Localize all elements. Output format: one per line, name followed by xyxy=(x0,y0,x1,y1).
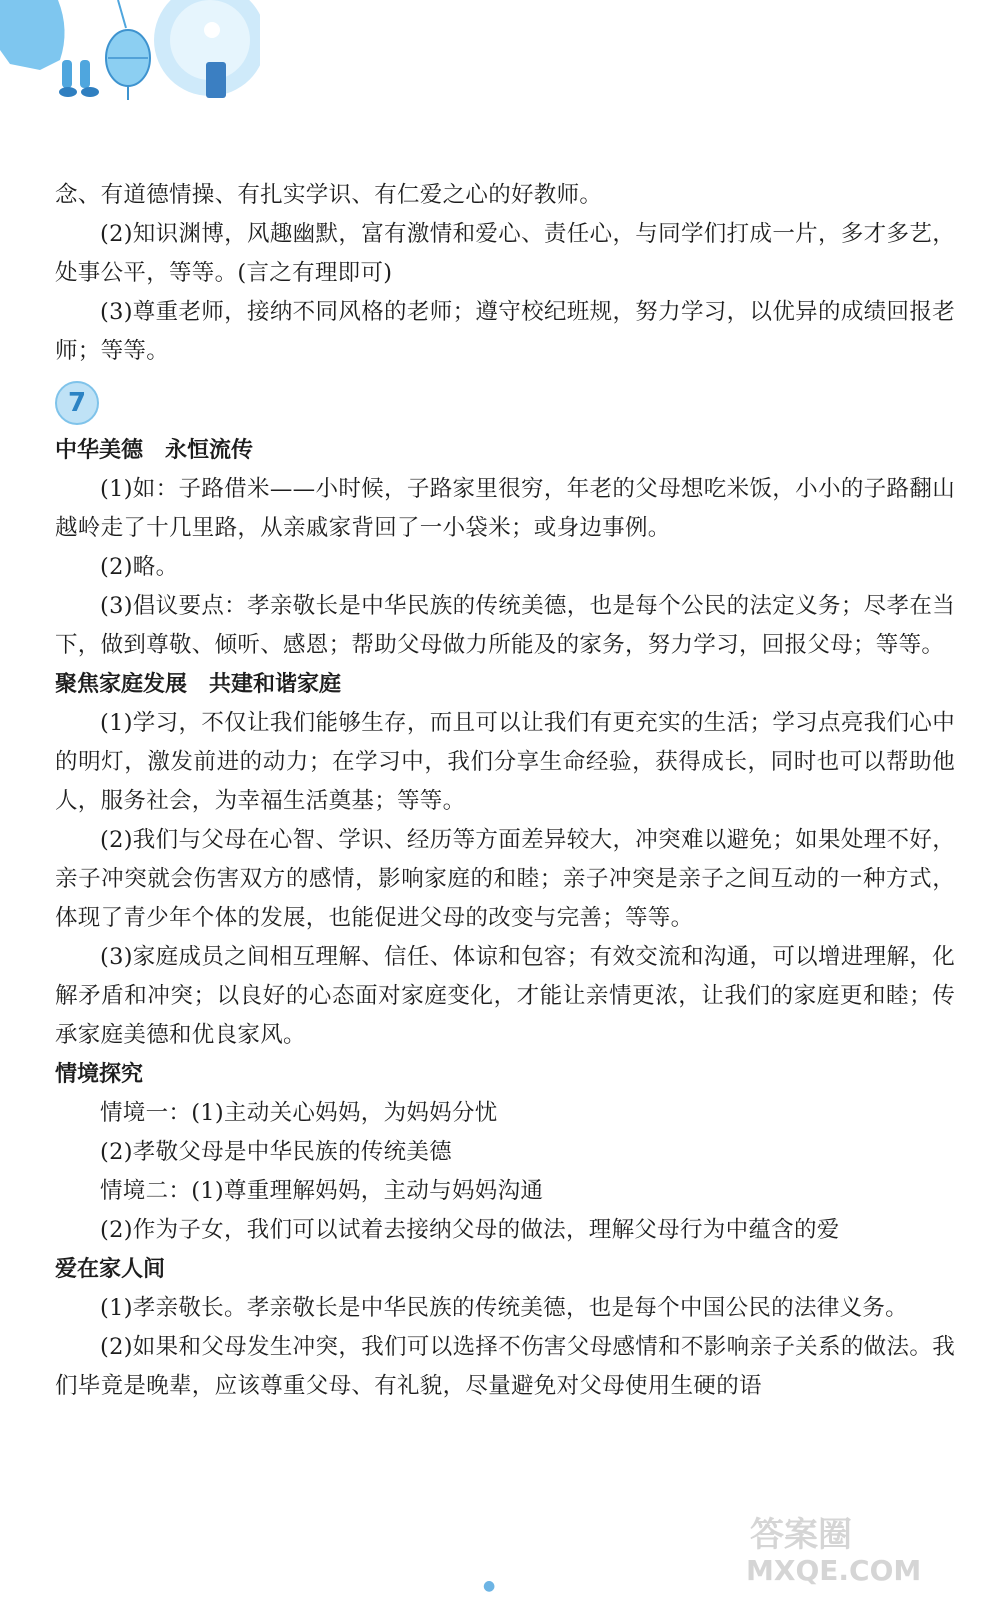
section-heading: 情境探究 xyxy=(55,1062,144,1087)
paragraph: (2)作为子女，我们可以试着去接纳父母的做法，理解父母行为中蕴含的爱 xyxy=(100,1217,840,1243)
paragraph: 情境一：(1)主动关心妈妈，为妈妈分忧 xyxy=(100,1100,498,1126)
header-illustration xyxy=(0,0,260,120)
paragraph: 情境二：(1)尊重理解妈妈，主动与妈妈沟通 xyxy=(100,1178,544,1204)
paragraph: (2)略。 xyxy=(100,554,179,580)
paragraph: (1)如：子路借米——小时候，子路家里很穷，年老的父母想吃米饭，小小的子路翻山越岭走了十几里路，从亲戚家背回了一小袋米；或身边事例。 xyxy=(55,476,955,541)
watermark-title: 答案圈 xyxy=(750,1515,852,1555)
paragraph: (2)我们与父母在心智、学识、经历等方面差异较大，冲突难以避免；如果处理不好，亲子冲突就会伤害双方的感情，影响家庭的和睦；亲子冲突是亲子之间互动的一种方式，体现了青少年个体的发展，也能促进父母的改变与完善；等等。 xyxy=(55,827,955,931)
paragraph: (2)知识渊博，风趣幽默，富有激情和爱心、责任心，与同学们打成一片，多才多艺，处事公平，等等。(言之有理即可) xyxy=(55,221,955,286)
paragraph: (2)孝敬父母是中华民族的传统美德 xyxy=(100,1139,452,1165)
paragraph: (2)如果和父母发生冲突，我们可以选择不伤害父母感情和不影响亲子关系的做法。我们毕竟是晚辈，应该尊重父母、有礼貌，尽量避免对父母使用生硬的语 xyxy=(55,1334,955,1399)
child-figure xyxy=(0,0,65,70)
lesson-number-badge: 7 xyxy=(55,381,99,425)
section-heading: 中华美德 永恒流传 xyxy=(55,438,254,463)
paragraph: 念、有道德情操、有扎实学识、有仁爱之心的好教师。 xyxy=(55,182,603,208)
paragraph: (1)学习，不仅让我们能够生存，而且可以让我们有更充实的生活；学习点亮我们心中的明灯，激发前进的动力；在学习中，我们分享生命经验，获得成长，同时也可以帮助他人，服务社会，为幸福生活奠基；等等。 xyxy=(55,710,955,814)
watermark-url: MXQE.COM xyxy=(746,1554,922,1586)
paragraph: (3)家庭成员之间相互理解、信任、体谅和包容；有效交流和沟通，可以增进理解，化解矛盾和冲突；以良好的心态面对家庭变化，才能让亲情更浓，让我们的家庭更和睦；传承家庭美德和优良家风。 xyxy=(55,944,955,1048)
flower-icon xyxy=(204,22,220,38)
paragraph: (3)尊重老师，接纳不同风格的老师；遵守校纪班规，努力学习，以优异的成绩回报老师；等等。 xyxy=(55,299,955,364)
page-dot-icon: ● xyxy=(483,1578,496,1594)
paragraph: (1)孝亲敬长。孝亲敬长是中华民族的传统美德，也是每个中国公民的法律义务。 xyxy=(100,1295,908,1321)
watermark xyxy=(742,1506,972,1586)
section-heading: 爱在家人间 xyxy=(55,1257,166,1282)
answer-content xyxy=(55,176,955,1406)
candle-icon xyxy=(206,62,226,98)
paragraph: (3)倡议要点：孝亲敬长是中华民族的传统美德，也是每个公民的法定义务；尽孝在当下，做到尊敬、倾听、感恩；帮助父母做力所能及的家务，努力学习，回报父母；等等。 xyxy=(55,593,955,658)
section-heading: 聚焦家庭发展 共建和谐家庭 xyxy=(55,672,342,697)
